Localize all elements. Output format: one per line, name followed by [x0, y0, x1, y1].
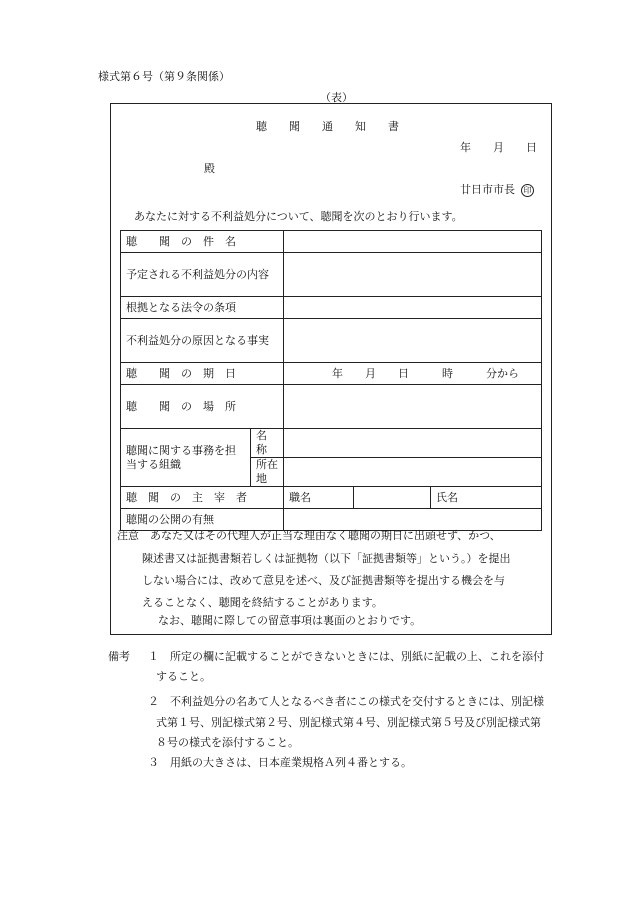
table-row	[121, 385, 542, 429]
table-row	[121, 363, 542, 385]
remark-line: ８号の様式を添付すること。	[156, 736, 299, 749]
remark-line: 不利益処分の名あて人となるべき者にこの様式を交付するときには、別記様	[170, 695, 544, 708]
subject-label: 聴 聞 の 件 名	[121, 231, 284, 253]
page-title: 聴 聞 通 知 書	[256, 120, 399, 133]
public-label: 聴聞の公開の有無	[121, 509, 284, 531]
table-row	[121, 487, 542, 509]
caution-line: 陳述書又は証拠書類若しくは証拠物（以下「証拠書類等」という。）を提出	[142, 552, 511, 565]
table-row	[121, 319, 542, 363]
hearing-table	[120, 230, 542, 531]
legal-basis-label: 根拠となる法令の条項	[121, 297, 284, 319]
legal-basis-value	[284, 297, 542, 319]
side-label: （表）	[320, 91, 353, 104]
date-line: 年 月 日	[460, 141, 537, 154]
org-name-label: 名 称	[251, 429, 284, 458]
cause-label: 不利益処分の原因となる事実	[121, 319, 284, 363]
date-label: 聴 聞 の 期 日	[121, 363, 284, 385]
table-row	[121, 429, 542, 458]
position-value	[354, 487, 431, 509]
name-label: 氏名	[436, 490, 458, 504]
org-label: 聴聞に関する事務を担当する組織	[121, 429, 251, 487]
org-address-label: 所在地	[251, 458, 284, 487]
subject-value	[284, 231, 542, 253]
remark-number: ３	[148, 756, 159, 769]
presider-label: 聴 聞 の 主 宰 者	[121, 487, 284, 509]
cause-value	[284, 319, 542, 363]
position-label: 職名	[284, 487, 354, 509]
intro-text: あなたに対する不利益処分について、聴聞を次のとおり行います。	[134, 210, 463, 223]
planned-action-label: 予定される不利益処分の内容	[121, 253, 284, 297]
planned-action-value	[284, 253, 542, 297]
addressee-suffix: 殿	[204, 162, 215, 175]
remark-number: １	[148, 650, 159, 663]
seal-stamp: 印	[521, 184, 534, 197]
caution-line: 注意 あなた又はその代理人が正当な理由なく聴聞の期日に出頭せず、かつ、	[117, 529, 501, 542]
name-cell	[431, 487, 542, 509]
table-row	[121, 253, 542, 297]
remark-number: ２	[148, 695, 159, 708]
place-label: 聴 聞 の 場 所	[121, 385, 284, 429]
remark-line: すること。	[156, 670, 211, 683]
org-address-value	[284, 458, 542, 487]
date-value: 年 月 日 時 分から	[284, 363, 542, 385]
caution-line: なお、聴聞に際しての留意事項は裏面のとおりです。	[158, 614, 422, 627]
place-value	[284, 385, 542, 429]
table-row	[121, 297, 542, 319]
caution-line: えることなく、聴聞を終結することがあります。	[142, 596, 383, 609]
org-name-value	[284, 429, 542, 458]
remark-line: 式第１号、別記様式第２号、別記様式第４号、別記様式第５号及び別記様式第	[156, 716, 541, 729]
remark-line: 所定の欄に記載することができないときには、別紙に記載の上、これを添付	[170, 650, 544, 663]
table-row	[121, 231, 542, 253]
form-id: 様式第６号（第９条関係）	[98, 70, 230, 83]
sender-name: 廿日市市長	[460, 183, 515, 196]
caution-line: しない場合には、改めて意見を述べ、及び証拠書類等を提出する機会を与	[142, 574, 505, 587]
remark-line: 用紙の大きさは、日本産業規格Ａ列４番とする。	[170, 756, 412, 769]
sender-line	[460, 181, 534, 197]
remarks-label: 備考	[108, 650, 130, 663]
